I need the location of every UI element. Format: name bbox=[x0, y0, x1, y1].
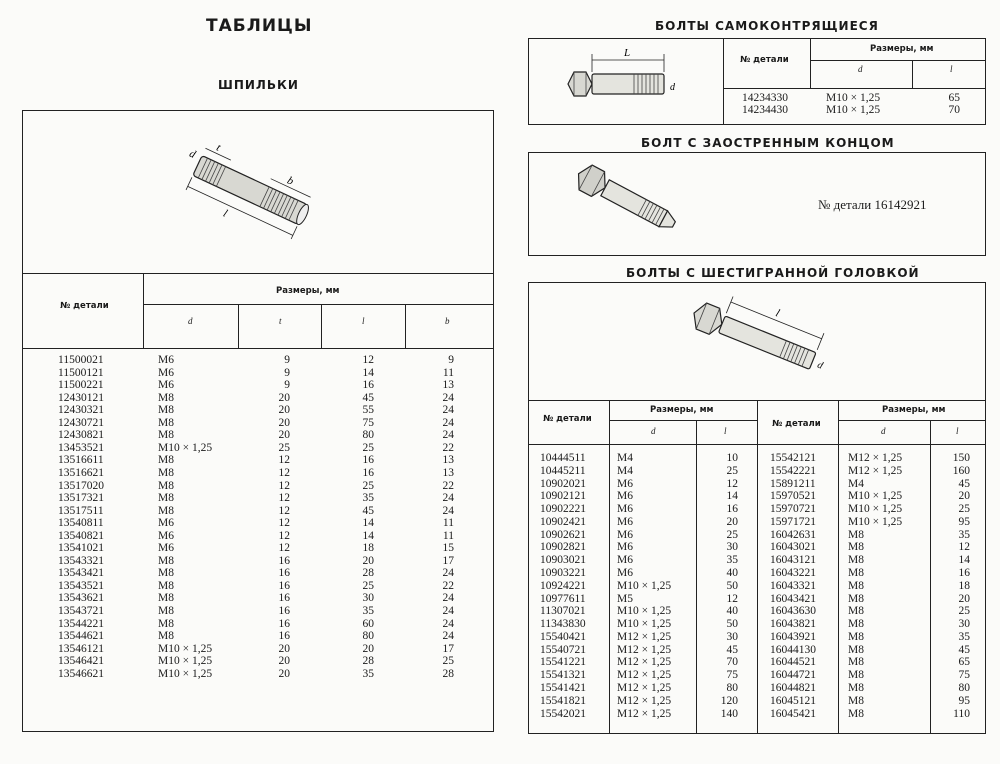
d-cell: M8 bbox=[848, 605, 864, 618]
studs-header-l: l bbox=[362, 316, 365, 326]
t-cell: 20 bbox=[278, 642, 290, 655]
d-cell: M8 bbox=[848, 694, 864, 707]
l-cell: 16 bbox=[362, 466, 374, 479]
l-cell: 16 bbox=[362, 379, 374, 392]
d-cell: M6 bbox=[617, 477, 633, 490]
d-cell: M10 × 1,25 bbox=[848, 490, 903, 503]
d-cell: M8 bbox=[158, 579, 174, 592]
hex-header-sizes-right: Размеры, мм bbox=[882, 405, 946, 415]
t-cell: 12 bbox=[278, 492, 290, 505]
part-no-cell: 10902221 bbox=[540, 503, 586, 516]
part-no-cell: 10903221 bbox=[540, 567, 586, 580]
l-cell: 18 bbox=[362, 542, 374, 555]
b-cell: 11 bbox=[442, 529, 454, 542]
part-no-cell: 11500221 bbox=[58, 379, 104, 392]
part-no-cell: 10977611 bbox=[540, 592, 586, 605]
part-no-cell: 11500121 bbox=[58, 366, 104, 379]
part-no-cell: 13546421 bbox=[58, 655, 104, 668]
l-cell: 35 bbox=[958, 528, 970, 541]
l-cell: 25 bbox=[958, 503, 970, 516]
part-no-cell: 16043121 bbox=[770, 554, 816, 567]
d-cell: M10 × 1,25 bbox=[848, 515, 903, 528]
d-cell: M8 bbox=[848, 707, 864, 720]
part-no-cell: 13543621 bbox=[58, 592, 104, 605]
svg-text:L: L bbox=[624, 47, 631, 59]
part-no-cell: 15541221 bbox=[540, 656, 586, 669]
b-cell: 17 bbox=[442, 554, 454, 567]
b-cell: 13 bbox=[442, 379, 454, 392]
self-locking-bolt-illustration bbox=[560, 42, 710, 122]
part-no-cell: 13546621 bbox=[58, 667, 104, 680]
part-no-cell: 13516611 bbox=[58, 454, 104, 467]
part-no-cell: 13516621 bbox=[58, 466, 104, 479]
part-no-cell: 12430821 bbox=[58, 429, 104, 442]
b-cell: 15 bbox=[442, 542, 454, 555]
part-no-cell: 15540721 bbox=[540, 643, 586, 656]
d-cell: M8 bbox=[158, 479, 174, 492]
part-no-cell: 15542021 bbox=[540, 707, 586, 720]
t-cell: 16 bbox=[278, 617, 290, 630]
d-cell: M12 × 1,25 bbox=[617, 682, 672, 695]
part-no-cell: 16044521 bbox=[770, 656, 816, 669]
d-cell: M6 bbox=[617, 554, 633, 567]
t-cell: 9 bbox=[284, 366, 290, 379]
d-cell: M10 × 1,25 bbox=[848, 503, 903, 516]
hex-header-d-left: d bbox=[651, 426, 656, 436]
self-locking-header-d: d bbox=[858, 64, 863, 74]
l-cell: 40 bbox=[726, 567, 738, 580]
hex-bolts-title: БОЛТЫ С ШЕСТИГРАННОЙ ГОЛОВКОЙ bbox=[626, 266, 920, 280]
l-cell: 95 bbox=[958, 515, 970, 528]
d-cell: M6 bbox=[617, 541, 633, 554]
part-no-cell: 13453521 bbox=[58, 441, 104, 454]
l-cell: 14 bbox=[362, 366, 374, 379]
l-cell: 25 bbox=[362, 579, 374, 592]
t-cell: 20 bbox=[278, 391, 290, 404]
svg-text:l: l bbox=[773, 307, 782, 320]
d-cell: M8 bbox=[158, 617, 174, 630]
svg-text:d: d bbox=[670, 82, 675, 93]
d-cell: M6 bbox=[158, 529, 174, 542]
d-cell: M8 bbox=[158, 391, 174, 404]
b-cell: 24 bbox=[442, 630, 454, 643]
b-cell: 24 bbox=[442, 391, 454, 404]
part-no-cell: 10444511 bbox=[540, 452, 586, 464]
b-cell: 24 bbox=[442, 605, 454, 617]
part-no-cell: 12430121 bbox=[58, 391, 104, 404]
l-cell: 35 bbox=[362, 605, 374, 617]
l-cell: 95 bbox=[958, 694, 970, 707]
l-cell: 12 bbox=[362, 354, 374, 366]
d-cell: M8 bbox=[158, 605, 174, 617]
d-cell: M8 bbox=[158, 567, 174, 580]
d-cell: M6 bbox=[617, 567, 633, 580]
d-cell: M8 bbox=[848, 669, 864, 682]
part-no-cell: 10902021 bbox=[540, 477, 586, 490]
l-cell: 28 bbox=[362, 567, 374, 580]
l-cell: 65 bbox=[948, 92, 960, 104]
d-cell: M12 × 1,25 bbox=[617, 707, 672, 720]
l-cell: 80 bbox=[958, 682, 970, 695]
l-cell: 45 bbox=[362, 391, 374, 404]
l-cell: 50 bbox=[726, 579, 738, 592]
hex-header-l-right: l bbox=[956, 426, 959, 436]
part-no-cell: 16043821 bbox=[770, 618, 816, 631]
d-cell: M10 × 1,25 bbox=[617, 579, 672, 592]
l-cell: 25 bbox=[726, 464, 738, 477]
part-no-cell: 14234430 bbox=[742, 104, 788, 117]
l-cell: 80 bbox=[726, 682, 738, 695]
l-cell: 20 bbox=[726, 515, 738, 528]
l-cell: 12 bbox=[726, 477, 738, 490]
d-cell: M4 bbox=[617, 464, 633, 477]
l-cell: 80 bbox=[362, 429, 374, 442]
b-cell: 24 bbox=[442, 404, 454, 417]
part-no-cell: 10924221 bbox=[540, 579, 586, 592]
d-cell: M6 bbox=[158, 517, 174, 530]
d-cell: M10 × 1,25 bbox=[617, 605, 672, 618]
d-cell: M8 bbox=[848, 643, 864, 656]
t-cell: 16 bbox=[278, 579, 290, 592]
l-cell: 110 bbox=[953, 707, 970, 720]
d-cell: M8 bbox=[158, 554, 174, 567]
part-no-cell: 11343830 bbox=[540, 618, 586, 631]
l-cell: 20 bbox=[958, 490, 970, 503]
b-cell: 24 bbox=[442, 492, 454, 505]
part-no-cell: 15891211 bbox=[770, 477, 816, 490]
part-no-cell: 15541421 bbox=[540, 682, 586, 695]
t-cell: 16 bbox=[278, 567, 290, 580]
part-no-cell: 10902121 bbox=[540, 490, 586, 503]
l-cell: 20 bbox=[362, 554, 374, 567]
hex-header-part-no-right: № детали bbox=[772, 419, 821, 429]
part-no-cell: 13543521 bbox=[58, 579, 104, 592]
d-cell: M4 bbox=[617, 452, 633, 464]
d-cell: M8 bbox=[848, 682, 864, 695]
b-cell: 17 bbox=[442, 642, 454, 655]
d-cell: M8 bbox=[158, 466, 174, 479]
hex-header-sizes-left: Размеры, мм bbox=[650, 405, 714, 415]
t-cell: 16 bbox=[278, 592, 290, 605]
part-no-cell: 16045421 bbox=[770, 707, 816, 720]
part-no-cell: 10902421 bbox=[540, 515, 586, 528]
d-cell: M8 bbox=[848, 630, 864, 643]
d-cell: M8 bbox=[848, 541, 864, 554]
b-cell: 24 bbox=[442, 592, 454, 605]
d-cell: M8 bbox=[158, 416, 174, 429]
part-no-cell: 13544621 bbox=[58, 630, 104, 643]
part-no-cell: 14234330 bbox=[742, 92, 788, 104]
d-cell: M8 bbox=[848, 528, 864, 541]
b-cell: 25 bbox=[442, 655, 454, 668]
d-cell: M6 bbox=[158, 354, 174, 366]
part-no-cell: 16043221 bbox=[770, 567, 816, 580]
l-cell: 14 bbox=[362, 529, 374, 542]
b-cell: 22 bbox=[442, 579, 454, 592]
part-no-cell: 13544221 bbox=[58, 617, 104, 630]
t-cell: 20 bbox=[278, 404, 290, 417]
l-cell: 150 bbox=[952, 452, 970, 464]
d-cell: M8 bbox=[848, 618, 864, 631]
part-no-cell: 10902621 bbox=[540, 528, 586, 541]
hex-header-d-right: d bbox=[881, 426, 886, 436]
b-cell: 24 bbox=[442, 504, 454, 517]
l-cell: 50 bbox=[726, 618, 738, 631]
d-cell: M10 × 1,25 bbox=[617, 618, 672, 631]
l-cell: 70 bbox=[726, 656, 738, 669]
l-cell: 20 bbox=[362, 642, 374, 655]
b-cell: 11 bbox=[442, 517, 454, 530]
part-no-cell: 13517020 bbox=[58, 479, 104, 492]
b-cell: 24 bbox=[442, 416, 454, 429]
part-no-cell: 13541021 bbox=[58, 542, 104, 555]
page-title: ТАБЛИЦЫ bbox=[206, 16, 313, 36]
d-cell: M6 bbox=[158, 542, 174, 555]
d-cell: M12 × 1,25 bbox=[617, 669, 672, 682]
l-cell: 75 bbox=[362, 416, 374, 429]
pointed-bolt-illustration bbox=[568, 160, 708, 252]
d-cell: M8 bbox=[158, 492, 174, 505]
studs-header-d: d bbox=[188, 316, 193, 326]
l-cell: 60 bbox=[362, 617, 374, 630]
svg-text:l: l bbox=[221, 207, 230, 220]
d-cell: M10 × 1,25 bbox=[158, 655, 213, 668]
d-cell: M8 bbox=[158, 404, 174, 417]
l-cell: 35 bbox=[726, 554, 738, 567]
part-no-cell: 16043421 bbox=[770, 592, 816, 605]
hex-header-part-no-left: № детали bbox=[543, 414, 592, 424]
part-no-cell: 15542221 bbox=[770, 464, 816, 477]
t-cell: 9 bbox=[284, 379, 290, 392]
d-cell: M12 × 1,25 bbox=[617, 656, 672, 669]
l-cell: 30 bbox=[362, 592, 374, 605]
b-cell: 24 bbox=[442, 567, 454, 580]
part-no-cell: 15542121 bbox=[770, 452, 816, 464]
l-cell: 80 bbox=[362, 630, 374, 643]
t-cell: 12 bbox=[278, 529, 290, 542]
l-cell: 10 bbox=[726, 452, 738, 464]
d-cell: M4 bbox=[848, 477, 864, 490]
l-cell: 35 bbox=[362, 492, 374, 505]
d-cell: M12 × 1,25 bbox=[617, 694, 672, 707]
d-cell: M8 bbox=[158, 630, 174, 643]
l-cell: 30 bbox=[726, 541, 738, 554]
l-cell: 45 bbox=[958, 643, 970, 656]
hex-header-l-left: l bbox=[724, 426, 727, 436]
t-cell: 9 bbox=[284, 354, 290, 366]
l-cell: 65 bbox=[958, 656, 970, 669]
l-cell: 120 bbox=[720, 694, 738, 707]
b-cell: 22 bbox=[442, 479, 454, 492]
l-cell: 14 bbox=[362, 517, 374, 530]
part-no-cell: 16042631 bbox=[770, 528, 816, 541]
d-cell: M12 × 1,25 bbox=[617, 643, 672, 656]
l-cell: 25 bbox=[958, 605, 970, 618]
self-locking-header-sizes: Размеры, мм bbox=[870, 44, 934, 54]
l-cell: 35 bbox=[958, 630, 970, 643]
part-no-cell: 13517511 bbox=[58, 504, 104, 517]
d-cell: M6 bbox=[158, 366, 174, 379]
l-cell: 20 bbox=[958, 592, 970, 605]
t-cell: 12 bbox=[278, 542, 290, 555]
l-cell: 14 bbox=[726, 490, 738, 503]
t-cell: 12 bbox=[278, 517, 290, 530]
d-cell: M10 × 1,25 bbox=[826, 92, 881, 104]
l-cell: 160 bbox=[952, 464, 970, 477]
pointed-bolt-part-no: № детали 16142921 bbox=[818, 197, 927, 212]
d-cell: M10 × 1,25 bbox=[158, 441, 213, 454]
part-no-cell: 13517321 bbox=[58, 492, 104, 505]
l-cell: 70 bbox=[948, 104, 960, 117]
l-cell: 75 bbox=[726, 669, 738, 682]
d-cell: M8 bbox=[848, 554, 864, 567]
l-cell: 16 bbox=[362, 454, 374, 467]
part-no-cell: 13543421 bbox=[58, 567, 104, 580]
d-cell: M10 × 1,25 bbox=[158, 667, 213, 680]
self-locking-header-l: l bbox=[950, 64, 953, 74]
d-cell: M10 × 1,25 bbox=[158, 642, 213, 655]
part-no-cell: 10902821 bbox=[540, 541, 586, 554]
d-cell: M12 × 1,25 bbox=[848, 452, 903, 464]
d-cell: M8 bbox=[158, 429, 174, 442]
part-no-cell: 16043630 bbox=[770, 605, 816, 618]
part-no-cell: 12430321 bbox=[58, 404, 104, 417]
part-no-cell: 16044130 bbox=[770, 643, 816, 656]
d-cell: M12 × 1,25 bbox=[617, 630, 672, 643]
studs-header-t: t bbox=[279, 316, 282, 326]
t-cell: 20 bbox=[278, 667, 290, 680]
part-no-cell: 16044721 bbox=[770, 669, 816, 682]
d-cell: M8 bbox=[848, 579, 864, 592]
d-cell: M8 bbox=[848, 567, 864, 580]
l-cell: 75 bbox=[958, 669, 970, 682]
part-no-cell: 15970721 bbox=[770, 503, 816, 516]
studs-title: ШПИЛЬКИ bbox=[218, 78, 299, 92]
part-no-cell: 11307021 bbox=[540, 605, 586, 618]
t-cell: 16 bbox=[278, 630, 290, 643]
pointed-bolt-title: БОЛТ С ЗАОСТРЕННЫМ КОНЦОМ bbox=[641, 136, 895, 150]
d-cell: M6 bbox=[617, 490, 633, 503]
stud-illustration bbox=[180, 135, 330, 250]
part-no-cell: 15541321 bbox=[540, 669, 586, 682]
b-cell: 13 bbox=[442, 466, 454, 479]
part-no-cell: 15540421 bbox=[540, 630, 586, 643]
svg-text:d: d bbox=[187, 147, 198, 161]
d-cell: M8 bbox=[848, 592, 864, 605]
part-no-cell: 13540811 bbox=[58, 517, 104, 530]
t-cell: 16 bbox=[278, 554, 290, 567]
b-cell: 11 bbox=[442, 366, 454, 379]
l-cell: 45 bbox=[726, 643, 738, 656]
part-no-cell: 13546121 bbox=[58, 642, 104, 655]
b-cell: 22 bbox=[442, 441, 454, 454]
b-cell: 28 bbox=[442, 667, 454, 680]
l-cell: 12 bbox=[726, 592, 738, 605]
d-cell: M8 bbox=[158, 454, 174, 467]
svg-text:d: d bbox=[815, 359, 825, 372]
d-cell: M8 bbox=[158, 504, 174, 517]
b-cell: 24 bbox=[442, 617, 454, 630]
d-cell: M12 × 1,25 bbox=[848, 464, 903, 477]
part-no-cell: 13543721 bbox=[58, 605, 104, 617]
d-cell: M8 bbox=[848, 656, 864, 669]
d-cell: M6 bbox=[617, 503, 633, 516]
l-cell: 40 bbox=[726, 605, 738, 618]
t-cell: 20 bbox=[278, 416, 290, 429]
l-cell: 35 bbox=[362, 667, 374, 680]
t-cell: 16 bbox=[278, 605, 290, 617]
part-no-cell: 15541821 bbox=[540, 694, 586, 707]
t-cell: 20 bbox=[278, 429, 290, 442]
t-cell: 25 bbox=[278, 441, 290, 454]
part-no-cell: 10445211 bbox=[540, 464, 586, 477]
d-cell: M10 × 1,25 bbox=[826, 104, 881, 117]
svg-text:b: b bbox=[285, 174, 296, 188]
studs-header-part-no: № детали bbox=[60, 301, 109, 311]
l-cell: 25 bbox=[362, 479, 374, 492]
b-cell: 24 bbox=[442, 429, 454, 442]
part-no-cell: 13540821 bbox=[58, 529, 104, 542]
l-cell: 25 bbox=[362, 441, 374, 454]
part-no-cell: 16043021 bbox=[770, 541, 816, 554]
l-cell: 30 bbox=[726, 630, 738, 643]
b-cell: 13 bbox=[442, 454, 454, 467]
part-no-cell: 15970521 bbox=[770, 490, 816, 503]
t-cell: 20 bbox=[278, 655, 290, 668]
part-no-cell: 13543321 bbox=[58, 554, 104, 567]
b-cell: 9 bbox=[448, 354, 454, 366]
self-locking-title: БОЛТЫ САМОКОНТРЯЩИЕСЯ bbox=[655, 19, 879, 33]
t-cell: 12 bbox=[278, 479, 290, 492]
l-cell: 16 bbox=[726, 503, 738, 516]
l-cell: 16 bbox=[958, 567, 970, 580]
d-cell: M8 bbox=[158, 592, 174, 605]
d-cell: M6 bbox=[617, 528, 633, 541]
t-cell: 12 bbox=[278, 504, 290, 517]
l-cell: 18 bbox=[958, 579, 970, 592]
part-no-cell: 16045121 bbox=[770, 694, 816, 707]
l-cell: 30 bbox=[958, 618, 970, 631]
studs-header-sizes: Размеры, мм bbox=[276, 286, 340, 296]
part-no-cell: 11500021 bbox=[58, 354, 104, 366]
part-no-cell: 10903021 bbox=[540, 554, 586, 567]
studs-header-b: b bbox=[445, 316, 450, 326]
l-cell: 28 bbox=[362, 655, 374, 668]
d-cell: M6 bbox=[158, 379, 174, 392]
l-cell: 25 bbox=[726, 528, 738, 541]
part-no-cell: 16043921 bbox=[770, 630, 816, 643]
part-no-cell: 16043321 bbox=[770, 579, 816, 592]
svg-text:t: t bbox=[214, 141, 223, 154]
d-cell: M6 bbox=[617, 515, 633, 528]
t-cell: 12 bbox=[278, 466, 290, 479]
d-cell: M5 bbox=[617, 592, 633, 605]
l-cell: 45 bbox=[362, 504, 374, 517]
part-no-cell: 16044821 bbox=[770, 682, 816, 695]
l-cell: 45 bbox=[958, 477, 970, 490]
l-cell: 12 bbox=[958, 541, 970, 554]
l-cell: 140 bbox=[720, 707, 738, 720]
l-cell: 55 bbox=[362, 404, 374, 417]
t-cell: 12 bbox=[278, 454, 290, 467]
part-no-cell: 12430721 bbox=[58, 416, 104, 429]
self-locking-header-part-no: № детали bbox=[740, 55, 789, 65]
l-cell: 14 bbox=[958, 554, 970, 567]
part-no-cell: 15971721 bbox=[770, 515, 816, 528]
hex-bolt-illustration bbox=[680, 290, 840, 400]
